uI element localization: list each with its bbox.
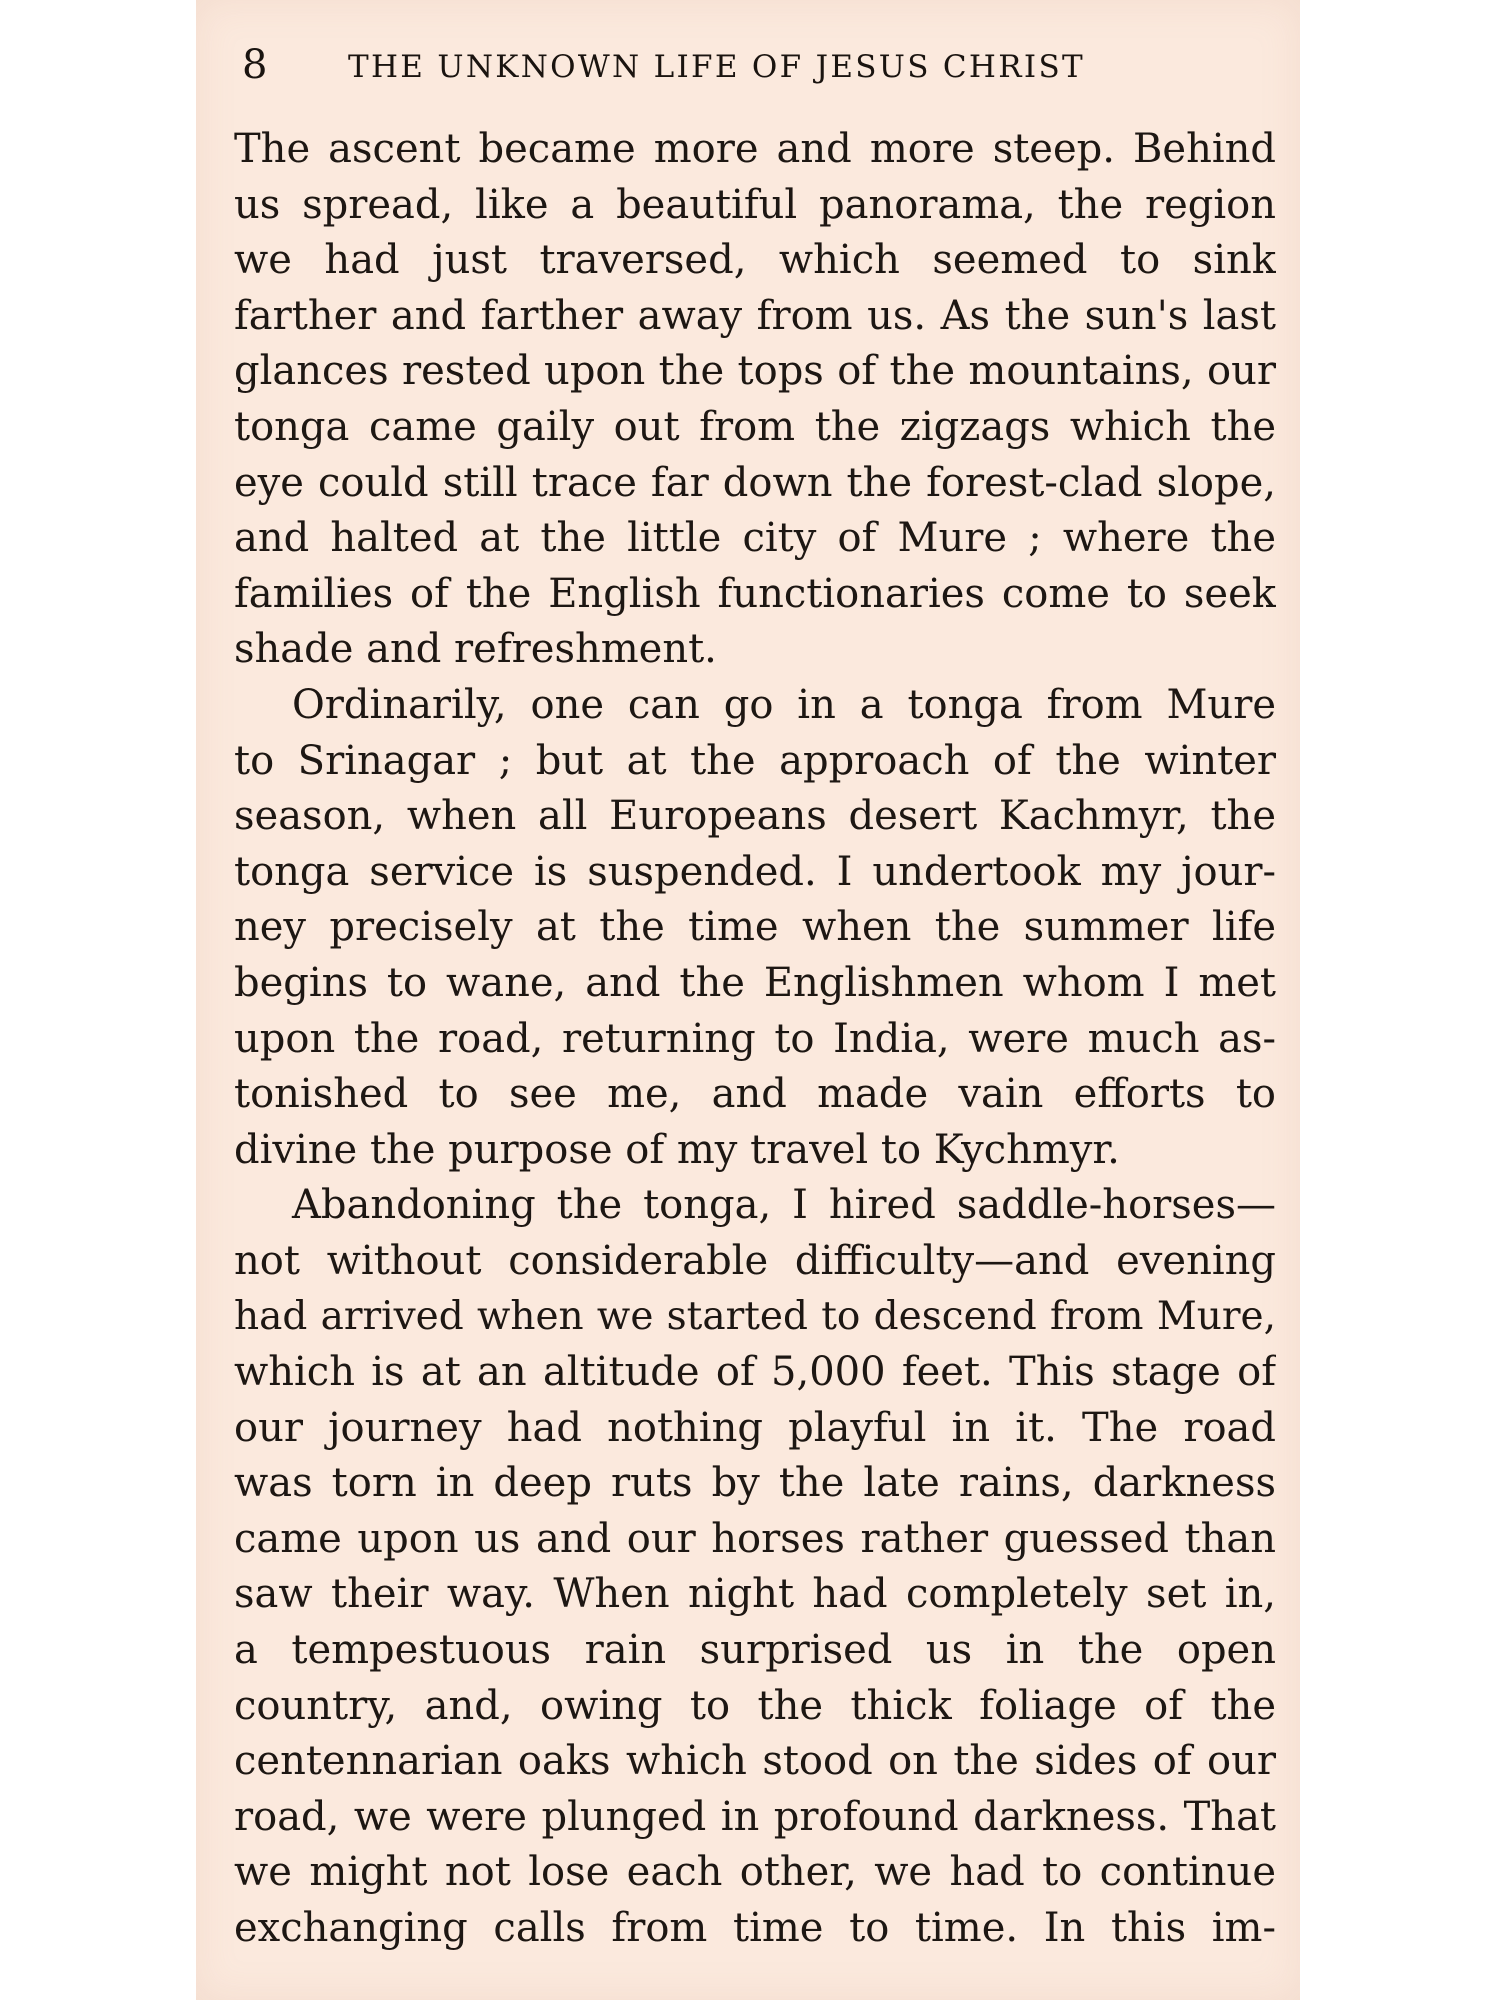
text-line: not without considerable difficulty—and evening <box>234 1237 1276 1284</box>
page-number: 8 <box>242 42 268 88</box>
text-line: and halted at the little city of Mure ; where the <box>234 515 1276 562</box>
body-text <box>234 122 1276 1957</box>
text-line-paragraph-end: shade and refreshment. <box>234 626 717 673</box>
page-header <box>242 40 1282 90</box>
text-line: we might not lose each other, we had to continue <box>234 1849 1276 1896</box>
text-line: farther and farther away from us. As the sun's last <box>234 292 1276 339</box>
text-line: had arrived when we started to descend from Mure, <box>234 1294 1276 1340</box>
text-line-paragraph-start: Ordinarily, one can go in a tonga from Mure <box>292 681 1276 728</box>
running-title: THE UNKNOWN LIFE OF JESUS CHRIST <box>348 49 1085 85</box>
text-line: saw their way. When night had completely set in, <box>234 1571 1276 1618</box>
text-line: to Srinagar ; but at the approach of the winter <box>234 737 1276 784</box>
text-line: road, we were plunged in profound darkness. That <box>234 1793 1276 1840</box>
text-line: tonga came gaily out from the zigzags which the <box>234 403 1276 450</box>
text-line-paragraph-start: Abandoning the tonga, I hired saddle-horses— <box>292 1182 1276 1229</box>
text-line: centennarian oaks which stood on the sides of our <box>234 1738 1276 1785</box>
text-line: season, when all Europeans desert Kachmyr, the <box>234 793 1276 840</box>
text-line: us spread, like a beautiful panorama, the region <box>234 181 1276 228</box>
text-line: country, and, owing to the thick foliage of the <box>234 1682 1276 1729</box>
text-line-paragraph-end: divine the purpose of my travel to Kychmyr. <box>234 1126 1120 1173</box>
text-line: eye could still trace far down the forest-clad slope, <box>234 459 1276 506</box>
text-line: we had just traversed, which seemed to sink <box>234 237 1276 284</box>
text-line: exchanging calls from time to time. In this im- <box>234 1905 1276 1951</box>
text-line: which is at an altitude of 5,000 feet. This stage of <box>234 1349 1276 1396</box>
text-line: begins to wane, and the Englishmen whom I met <box>234 959 1276 1006</box>
text-line: a tempestuous rain surprised us in the open <box>234 1627 1276 1674</box>
text-line: tonished to see me, and made vain efforts to <box>234 1071 1276 1118</box>
text-line: was torn in deep ruts by the late rains, darkness <box>234 1460 1276 1507</box>
text-line: our journey had nothing playful in it. The road <box>234 1404 1276 1451</box>
book-page <box>196 0 1300 2000</box>
text-line: upon the road, returning to India, were much as- <box>234 1015 1276 1062</box>
text-line: glances rested upon the tops of the mountains, our <box>234 348 1276 395</box>
text-line: families of the English functionaries come to seek <box>234 570 1276 617</box>
text-line: came upon us and our horses rather guessed than <box>234 1515 1276 1562</box>
text-line: tonga service is suspended. I undertook my jour- <box>234 848 1276 895</box>
text-line: ney precisely at the time when the summer life <box>234 904 1276 951</box>
text-line: The ascent became more and more steep. Behind <box>234 126 1276 172</box>
